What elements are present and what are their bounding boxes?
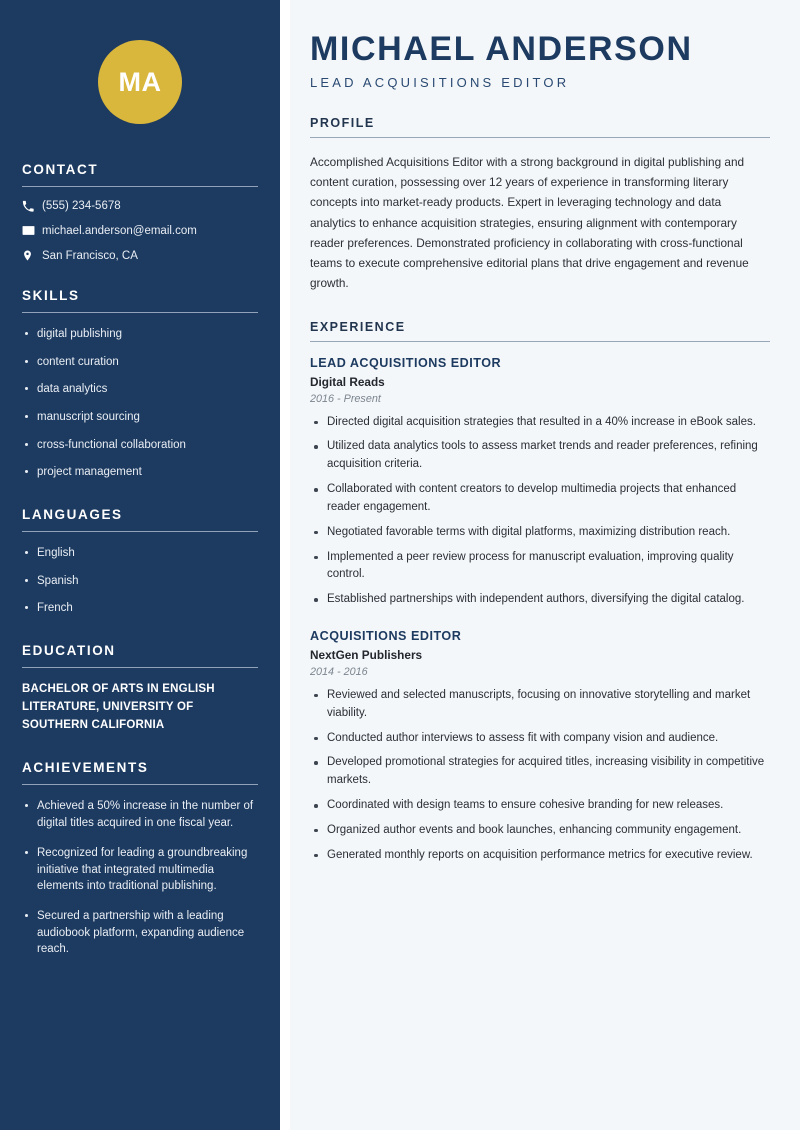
skills-list [22, 326, 258, 481]
list-item: Recognized for leading a groundbreaking initiative that integrated multimedia elements into traditional publishing. [22, 845, 258, 895]
list-item: digital publishing [22, 326, 258, 343]
list-item: Generated monthly reports on acquisition performance metrics for executive review. [310, 847, 770, 865]
contact-section [22, 162, 258, 262]
contact-phone-value: (555) 234-5678 [42, 200, 121, 212]
list-item: Established partnerships with independent authors, diversifying the digital catalog. [310, 591, 770, 609]
job-company: Digital Reads [310, 374, 385, 389]
list-item: Utilized data analytics tools to assess market trends and reader preferences, refining acquisition criteria. [310, 438, 770, 474]
avatar-initials: MA [98, 40, 182, 124]
phone-icon [22, 200, 42, 212]
education-entry: BACHELOR OF ARTS IN ENGLISH LITERATURE, UNIVERSITY OF SOUTHERN CALIFORNIA [22, 683, 215, 731]
education-divider [22, 667, 258, 668]
job-company: NextGen Publishers [310, 647, 423, 662]
list-item: cross-functional collaboration [22, 437, 258, 454]
list-item: Reviewed and selected manuscripts, focusing on innovative storytelling and market viability. [310, 687, 770, 723]
contact-email-value: michael.anderson@email.com [42, 224, 197, 237]
profile-heading: PROFILE [310, 115, 375, 130]
job-title: ACQUISITIONS EDITOR [310, 628, 462, 643]
experience-heading: EXPERIENCE [310, 319, 406, 334]
list-item: Implemented a peer review process for manuscript evaluation, improving quality control. [310, 549, 770, 585]
main-content [290, 0, 800, 1130]
avatar-container [22, 0, 258, 162]
contact-location-value: San Francisco, CA [42, 249, 138, 262]
contact-divider [22, 186, 258, 187]
list-item: Developed promotional strategies for acquired titles, increasing visibility in competitive markets. [310, 754, 770, 790]
contact-item-email [22, 224, 258, 237]
list-item: Negotiated favorable terms with digital platforms, maximizing distribution reach. [310, 524, 770, 542]
envelope-icon [22, 224, 42, 237]
list-item: Secured a partnership with a leading audiobook platform, expanding audience reach. [22, 908, 258, 958]
contact-item-location [22, 249, 258, 262]
list-item: manuscript sourcing [22, 409, 258, 426]
job-bullet-list [310, 414, 770, 609]
sidebar [0, 0, 280, 1130]
list-item: Conducted author interviews to assess fit with company vision and audience. [310, 730, 770, 748]
page-title: MICHAEL ANDERSON [310, 30, 693, 68]
experience-divider [310, 341, 770, 342]
job-dates: 2014 - 2016 [310, 665, 368, 678]
education-heading: EDUCATION [22, 643, 116, 659]
list-item: Collaborated with content creators to develop multimedia projects that enhanced reader engagement. [310, 481, 770, 517]
list-item: Organized author events and book launches, enhancing community engagement. [310, 822, 770, 840]
job-title: LEAD ACQUISITIONS EDITOR [310, 355, 502, 370]
education-section [22, 643, 258, 734]
list-item: content curation [22, 354, 258, 371]
profile-divider [310, 137, 770, 138]
languages-section [22, 507, 258, 617]
list-item: project management [22, 464, 258, 481]
job-role-subtitle: LEAD ACQUISITIONS EDITOR [310, 74, 570, 90]
contact-item-phone [22, 200, 258, 212]
job-bullet-list [310, 687, 770, 865]
profile-section [310, 116, 770, 294]
list-item: French [22, 600, 258, 617]
achievements-list [22, 798, 258, 957]
experience-section [310, 320, 770, 865]
languages-heading: LANGUAGES [22, 507, 123, 523]
skills-heading: SKILLS [22, 288, 80, 303]
list-item: data analytics [22, 381, 258, 398]
skills-divider [22, 312, 258, 313]
languages-list [22, 545, 258, 617]
list-item: Coordinated with design teams to ensure cohesive branding for new releases. [310, 797, 770, 815]
map-pin-icon [22, 249, 42, 262]
contact-heading: CONTACT [22, 162, 99, 177]
list-item: Spanish [22, 573, 258, 590]
achievements-divider [22, 784, 258, 785]
job-dates: 2016 - Present [310, 392, 381, 405]
languages-divider [22, 531, 258, 532]
skills-section [22, 288, 258, 481]
list-item: Directed digital acquisition strategies that resulted in a 40% increase in eBook sales. [310, 414, 770, 432]
column-gap [280, 0, 290, 1130]
experience-entry [310, 356, 770, 609]
achievements-heading: ACHIEVEMENTS [22, 760, 149, 776]
profile-text: Accomplished Acquisitions Editor with a strong background in digital publishing and content curation, possessing over 12 years of experience in transforming literary concepts into market-ready products. Expert in leveraging technology and data analytics to enhance acquisition strategies, ensuring alignment with contemporary reader preferences. Demonstrated proficiency in collaborating with cross-functional teams to execute comprehensive editorial plans that drive engagement and revenue growth. [310, 154, 749, 291]
achievements-section [22, 760, 258, 957]
list-item: English [22, 545, 258, 562]
experience-entry [310, 629, 770, 865]
list-item: Achieved a 50% increase in the number of digital titles acquired in one fiscal year. [22, 798, 258, 831]
